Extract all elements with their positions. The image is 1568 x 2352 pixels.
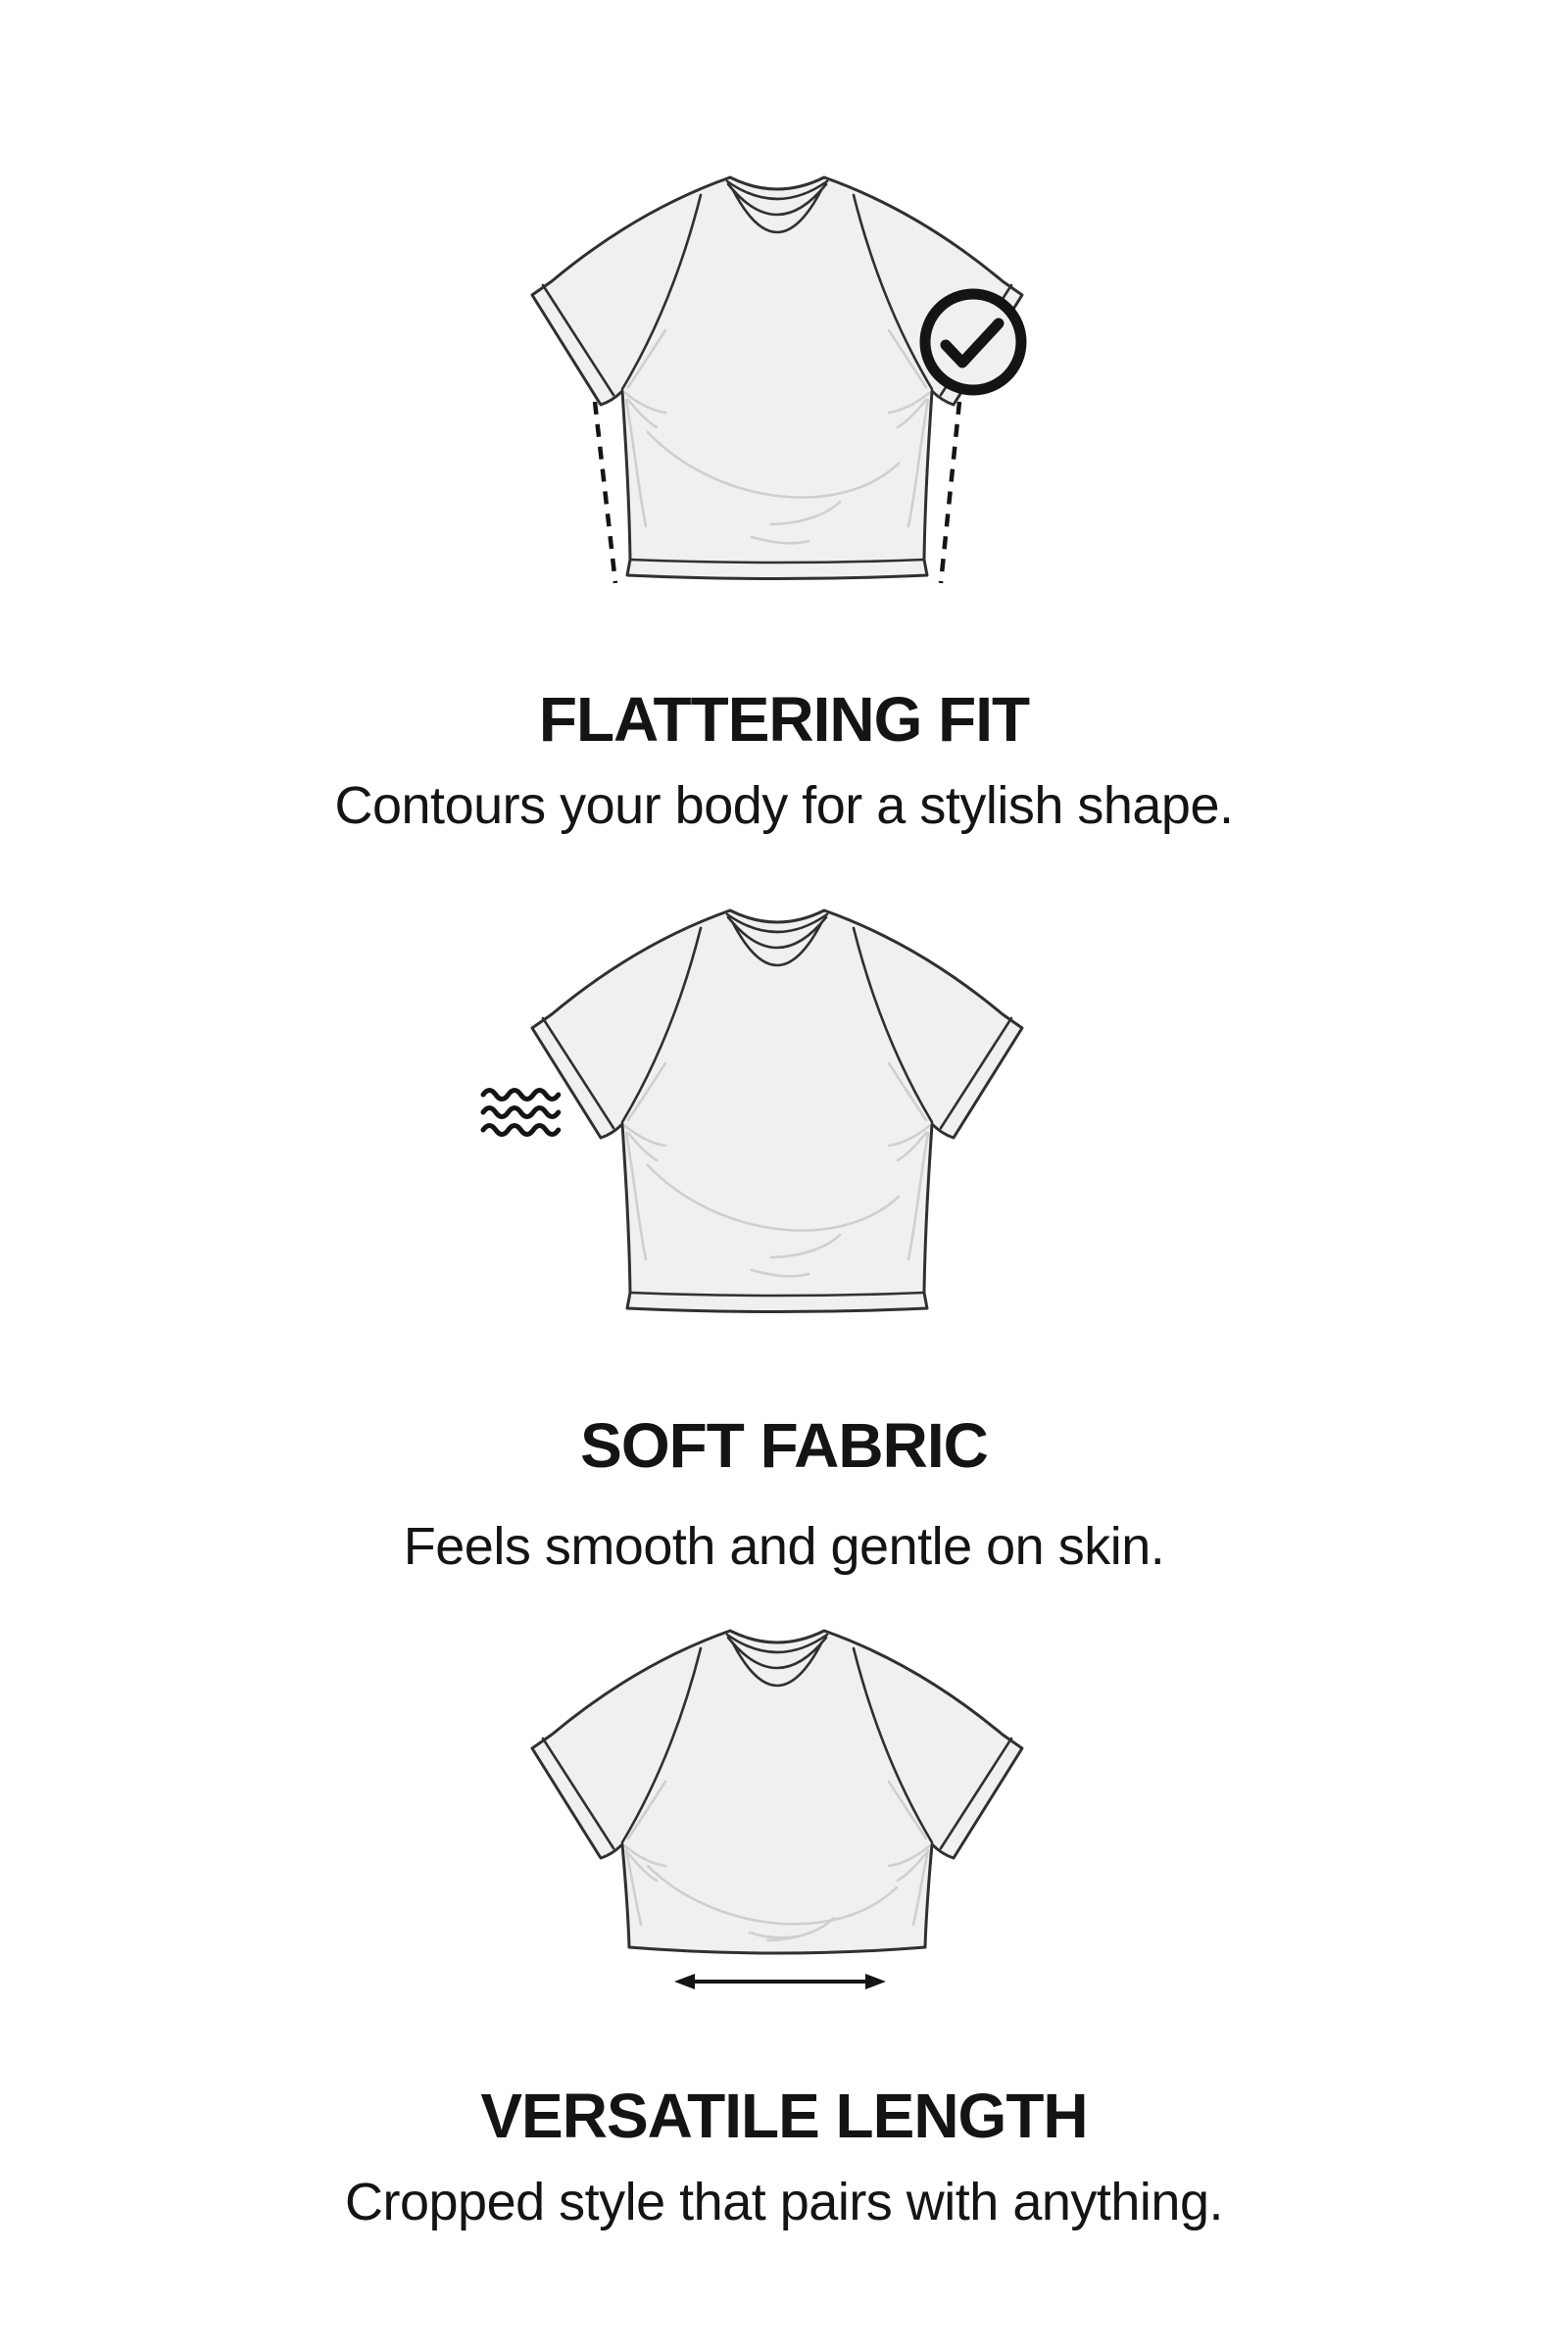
check-circle-icon	[925, 294, 1021, 390]
cropped-tshirt-illustration	[532, 1631, 1022, 1953]
tshirt-illustration	[532, 910, 1022, 1312]
feature-description: Cropped style that pairs with anything.	[345, 2173, 1223, 2231]
flattering-fit-illustration	[510, 167, 1058, 647]
feature-title: SOFT FABRIC	[580, 1410, 988, 1482]
width-arrow-icon	[674, 1974, 886, 1989]
soft-waves-icon	[483, 1091, 559, 1135]
feature-title: FLATTERING FIT	[538, 684, 1030, 756]
feature-description: Contours your body for a stylish shape.	[334, 776, 1234, 835]
versatile-length-illustration	[510, 1622, 1058, 2014]
feature-description: Feels smooth and gentle on skin.	[403, 1517, 1165, 1576]
feature-title: VERSATILE LENGTH	[480, 2081, 1088, 2152]
soft-fabric-illustration	[451, 882, 1058, 1333]
